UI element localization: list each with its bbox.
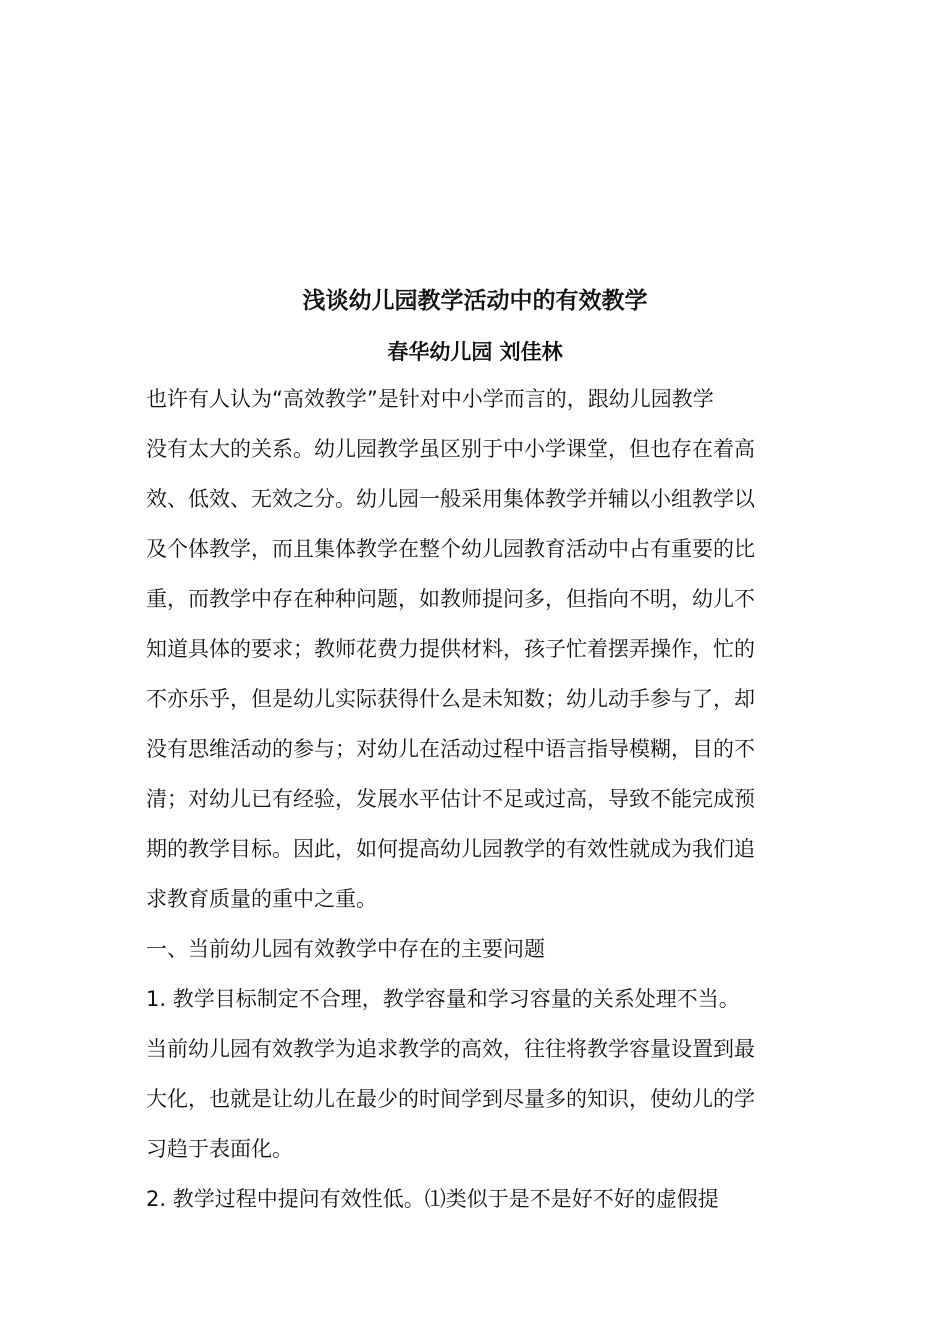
body-line: 没有思维活动的参与；对幼儿在活动过程中语言指导模糊，目的不: [146, 737, 755, 761]
body-line: 2. 教学过程中提问有效性低。⑴类似于是不是好不好的虚假提: [146, 1187, 719, 1211]
body-line: 当前幼儿园有效教学为追求教学的高效，往往将教学容量设置到最: [146, 1037, 755, 1061]
body-line: 大化，也就是让幼儿在最少的时间学到尽量多的知识，使幼儿的学: [146, 1087, 755, 1111]
body-line: 1. 教学目标制定不合理，教学容量和学习容量的关系处理不当。: [146, 987, 740, 1011]
body-line: 期的教学目标。因此，如何提高幼儿园教学的有效性就成为我们追: [146, 837, 755, 861]
body-line: 效、低效、无效之分。幼儿园一般采用集体教学并辅以小组教学以: [146, 487, 755, 511]
body-line: 不亦乐乎，但是幼儿实际获得什么是未知数；幼儿动手参与了，却: [146, 687, 755, 711]
body-line: 求教育质量的重中之重。: [146, 887, 377, 911]
body-line: 没有太大的关系。幼儿园教学虽区别于中小学课堂，但也存在着高: [146, 437, 755, 461]
body-line: 知道具体的要求；教师花费力提供材料，孩子忙着摆弄操作，忙的: [146, 637, 755, 661]
author-line: 春华幼儿园 刘佳林: [387, 340, 563, 364]
document-title: 浅谈幼儿园教学活动中的有效教学: [302, 288, 648, 314]
section-heading: 一、当前幼儿园有效教学中存在的主要问题: [146, 937, 545, 961]
body-line: 清；对幼儿已有经验，发展水平估计不足或过高，导致不能完成预: [146, 787, 755, 811]
body-line: 习趋于表面化。: [146, 1137, 293, 1161]
body-line: 重，而教学中存在种种问题，如教师提问多，但指向不明，幼儿不: [146, 587, 755, 611]
body-line: 及个体教学，而且集体教学在整个幼儿园教育活动中占有重要的比: [146, 537, 755, 561]
body-line: 也许有人认为“高效教学”是针对中小学而言的，跟幼儿园教学: [146, 387, 714, 411]
